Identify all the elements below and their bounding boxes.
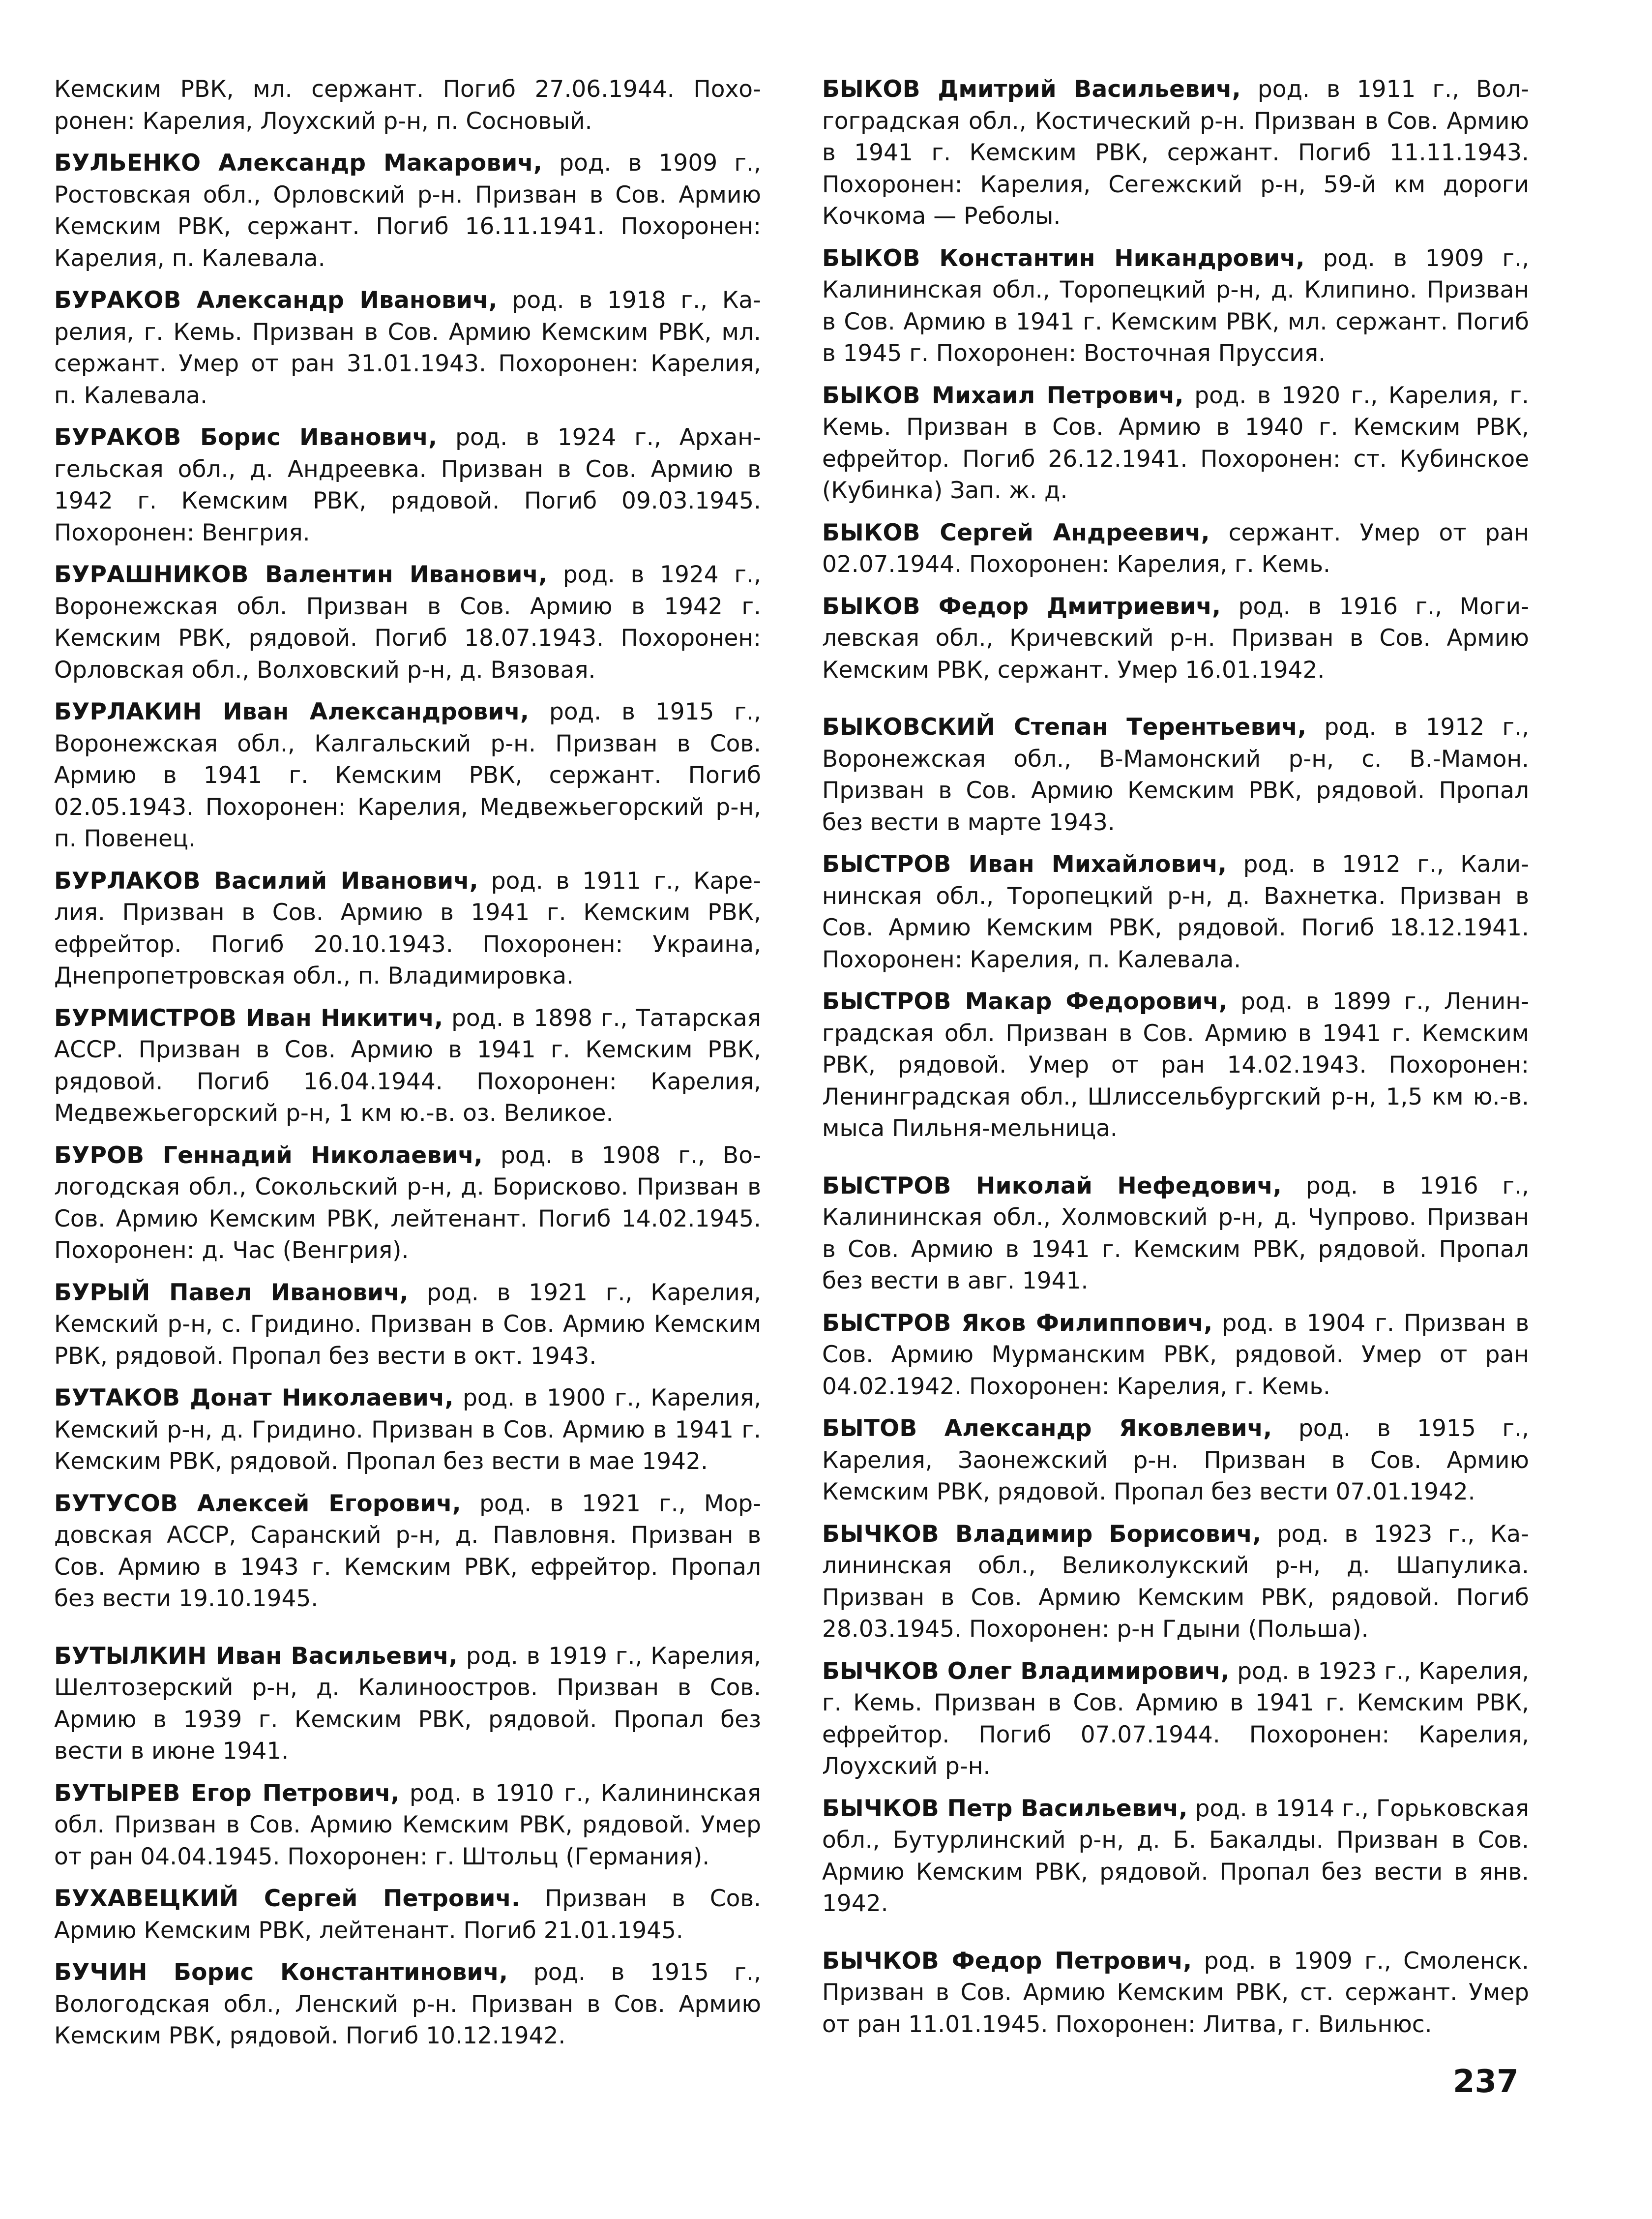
entry-text: род. в 1910 г., Калининская обл. Призван в Сов. Армию Кемским РВК, рядовой. Умер от ран 04.04.1945. Похоронен: г. Штольц (Германия). [54, 1779, 761, 1870]
entry [54, 1003, 761, 1130]
entry [822, 243, 1529, 370]
entry [54, 422, 761, 549]
page-number: 237 [1453, 2064, 1519, 2100]
entry [822, 380, 1529, 507]
entry-name: БУЛЬЕНКО Александр Макарович, [54, 150, 542, 177]
entry [822, 986, 1529, 1145]
entry-text: род. в 1912 г., Калининская обл., Торопецкий р-н, д. Вахнетка. Призван в Сов. Армию Кемским РВК, рядовой. Погиб 18.12.1941. Похоронен: Карелия, п. Калевала. [822, 851, 1529, 973]
entry [822, 1170, 1529, 1297]
entry-name: БЫСТРОВ Николай Нефедович, [822, 1172, 1282, 1199]
entry-name: БУХАВЕЦКИЙ Сергей Петрович. [54, 1885, 521, 1912]
entry [822, 1656, 1529, 1783]
entry-name: БУРЛАКОВ Василий Иванович, [54, 867, 478, 895]
entry-text: род. в 1911 г., Волгоградская обл., Костический р-н. Призван в Сов. Армию в 1941 г. Кемским РВК, сержант. Погиб 11.11.1943. Похоронен: Карелия, Сегежский р-н, 59-й км дороги Кочкома — Реболы. [822, 76, 1530, 230]
entry-text: род. в 1908 г., Вологодская обл., Сокольский р-н, д. Борисково. Призван в Сов. Армию Кемским РВК, лейтенант. Погиб 14.02.1945. Похоронен: д. Час (Венгрия). [54, 1141, 761, 1264]
entry [54, 1277, 761, 1373]
entry-text: род. в 1912 г., Воронежская обл., В-Мамонский р-н, с. В.-Мамон. Призван в Сов. Армию Кемским РВК, рядовой. Пропал без вести в марте 1943. [822, 714, 1530, 836]
entry-name: БУРЫЙ Павел Иванович, [54, 1279, 409, 1306]
entry-text: сержант. Умер от ран 02.07.1944. Похоронен: Карелия, г. Кемь. [822, 519, 1530, 578]
entry-name: БЫКОВСКИЙ Степан Терентьевич, [822, 714, 1307, 741]
entry-name: БУРОВ Геннадий Николаевич, [54, 1141, 483, 1169]
entry-continuation [54, 74, 761, 137]
entry-text: род. в 1914 г., Горьковская обл., Бутурлинский р-н, д. Б. Бакалды. Призван в Сов. Армию Кемским РВК, рядовой. Пропал без вести в янв. 1942. [822, 1795, 1529, 1917]
entry [54, 148, 761, 274]
entry-name: БЫЧКОВ Петр Васильевич, [822, 1795, 1188, 1822]
entry-text: род. в 1918 г., Карелия, г. Кемь. Призван в Сов. Армию Кемским РВК, мл. сержант. Умер от ран 31.01.1943. Похоронен: Карелия, п. Калевала. [54, 287, 762, 409]
entry-name: БУТЫЛКИН Иван Васильевич, [54, 1642, 458, 1670]
entry [822, 1946, 1529, 2041]
entry [822, 591, 1529, 687]
entry-name: БУТЫРЕВ Егор Петрович, [54, 1779, 400, 1807]
entry-name: БЫКОВ Федор Дмитриевич, [822, 593, 1221, 620]
entry [822, 1308, 1529, 1403]
entry [822, 517, 1529, 581]
entry-text: род. в 1919 г., Карелия, Шелтозерский р-н, д. Калиноостров. Призван в Сов. Армию в 1939 г. Кемским РВК, рядовой. Пропал без вести в июне 1941. [54, 1642, 761, 1765]
entry [54, 1140, 761, 1267]
entry-text: род. в 1916 г., Могилевская обл., Кричевский р-н. Призван в Сов. Армию Кемским РВК, сержант. Умер 16.01.1942. [822, 593, 1530, 684]
entry-text: род. в 1924 г., Архангельская обл., д. Андреевка. Призван в Сов. Армию в 1942 г. Кемским РВК, рядовой. Погиб 09.03.1945. Похоронен: Венгрия. [54, 424, 761, 546]
entry [54, 866, 761, 992]
entry-text: род. в 1909 г., Калининская обл., Торопецкий р-н, д. Клипино. Призван в Сов. Армию в 1941 г. Кемским РВК, мл. сержант. Погиб в 1945 г. Похоронен: Восточная Пруссия. [822, 244, 1530, 367]
entry-name: БЫКОВ Михаил Петрович, [822, 382, 1184, 409]
entry-text: Кемским РВК, мл. сержант. Погиб 27.06.1944. Похоронен: Карелия, Лоухский р-н, п. Сосновый. [54, 76, 761, 135]
entry-name: БУТУСОВ Алексей Егорович, [54, 1490, 461, 1517]
entry-text: род. в 1915 г., Воронежская обл., Калгальский р-н. Призван в Сов. Армию в 1941 г. Кемским РВК, сержант. Погиб 02.05.1943. Похоронен: Карелия, Медвежьегорский р-н, п. Повенец. [54, 698, 761, 852]
entry [822, 712, 1529, 839]
entry-name: БЫСТРОВ Яков Филиппович, [822, 1309, 1213, 1337]
entry-name: БУРАКОВ Борис Иванович, [54, 424, 438, 451]
entry-text: род. в 1898 г., Татарская АССР. Призван в Сов. Армию в 1941 г. Кемским РВК, рядовой. Погиб 16.04.1944. Похоронен: Карелия, Медвежьегорский р-н, 1 км ю.-в. оз. Великое. [54, 1004, 762, 1127]
entry-name: БУРЛАКИН Иван Александрович, [54, 698, 530, 725]
entry [822, 1793, 1529, 1920]
entry-name: БЫКОВ Константин Никандрович, [822, 244, 1305, 272]
entry-name: БУЧИН Борис Константинович, [54, 1959, 508, 1986]
entry-text: род. в 1923 г., Карелия, г. Кемь. Призван в Сов. Армию в 1941 г. Кемским РВК, ефрейтор. Погиб 07.07.1944. Похоронен: Карелия, Лоухский р-н. [822, 1657, 1530, 1780]
entry-text: род. в 1924 г., Воронежская обл. Призван в Сов. Армию в 1942 г. Кемским РВК, рядовой. Погиб 18.07.1943. Похоронен: Орловская обл., Волховский р-н, д. Вязовая. [54, 561, 761, 684]
entry-name: БУРМИСТРОВ Иван Никитич, [54, 1004, 443, 1032]
entry-name: БУТАКОВ Донат Николаевич, [54, 1384, 454, 1411]
right-column [822, 74, 1529, 2051]
entry-name: БЫТОВ Александр Яковлевич, [822, 1415, 1272, 1442]
entry-text: род. в 1899 г., Ленинградская обл. Призван в Сов. Армию в 1941 г. Кемским РВК, рядовой. Умер от ран 14.02.1943. Похоронен: Ленинградская обл., Шлиссельбургский р-н, 1,5 км ю.-в. мыса Пильня-мельница. [822, 988, 1529, 1142]
entry [54, 559, 761, 686]
entry-name: БУРАКОВ Александр Иванович, [54, 287, 498, 314]
entry-text: род. в 1916 г., Калининская обл., Холмовский р-н, д. Чупрово. Призван в Сов. Армию в 1941 г. Кемским РВК, рядовой. Пропал без вести в авг. 1941. [822, 1172, 1529, 1294]
entry-text: род. в 1904 г. Призван в Сов. Армию Мурманским РВК, рядовой. Умер от ран 04.02.1942. Похоронен: Карелия, г. Кемь. [822, 1309, 1529, 1400]
entry [822, 1413, 1529, 1508]
entry-text: род. в 1909 г., Ростовская обл., Орловский р-н. Призван в Сов. Армию Кемским РВК, сержант. Погиб 16.11.1941. Похоронен: Карелия, п. Калевала. [54, 150, 761, 272]
entry-name: БЫЧКОВ Федор Петрович, [822, 1947, 1192, 1975]
entry [822, 74, 1529, 233]
entry [54, 1957, 761, 2052]
entry-name: БУРАШНИКОВ Валентин Иванович, [54, 561, 548, 588]
entry [822, 849, 1529, 976]
entry-text: род. в 1921 г., Карелия, Кемский р-н, с. Гридино. Призван в Сов. Армию Кемским РВК, рядовой. Пропал без вести в окт. 1943. [54, 1279, 761, 1370]
entry [54, 1778, 761, 1873]
left-column [54, 74, 761, 2063]
entry [54, 1641, 761, 1768]
entry-name: БЫЧКОВ Олег Владимирович, [822, 1657, 1230, 1685]
entry-name: БЫЧКОВ Владимир Борисович, [822, 1520, 1262, 1548]
entry [54, 1382, 761, 1478]
entry-text: род. в 1909 г., Смоленск. Призван в Сов. Армию Кемским РВК, ст. сержант. Умер от ран 11.01.1945. Похоронен: Литва, г. Вильнюс. [822, 1947, 1529, 2038]
entry-text: род. в 1921 г., Мордовская АССР, Саранский р-н, д. Павловня. Призван в Сов. Армию в 1943 г. Кемским РВК, ефрейтор. Пропал без вести 19.10.1945. [54, 1490, 762, 1612]
entry-text: род. в 1923 г., Калининская обл., Великолукский р-н, д. Шапулика. Призван в Сов. Армию Кемским РВК, рядовой. Погиб 28.03.1945. Похоронен: р-н Гдыни (Польша). [822, 1520, 1530, 1643]
entry-name: БЫКОВ Дмитрий Васильевич, [822, 76, 1241, 103]
entry-name: БЫСТРОВ Макар Федорович, [822, 988, 1228, 1015]
entry-text: род. в 1911 г., Карелия. Призван в Сов. Армию в 1941 г. Кемским РВК, ефрейтор. Погиб 20.10.1943. Похоронен: Украина, Днепропетровская обл., п. Владимировка. [54, 867, 762, 990]
entry-name: БЫСТРОВ Иван Михайлович, [822, 851, 1227, 878]
entry-text: род. в 1915 г., Вологодская обл., Ленский р-н. Призван в Сов. Армию Кемским РВК, рядовой. Погиб 10.12.1942. [54, 1959, 761, 2049]
entry-text: Призван в Сов. Армию Кемским РВК, лейтенант. Погиб 21.01.1945. [54, 1885, 761, 1944]
entry [54, 1488, 761, 1615]
entry-name: БЫКОВ Сергей Андреевич, [822, 519, 1210, 546]
entry-text: род. в 1920 г., Карелия, г. Кемь. Призван в Сов. Армию в 1940 г. Кемским РВК, ефрейтор. Погиб 26.12.1941. Похоронен: ст. Кубинское (Кубинка) Зап. ж. д. [822, 382, 1529, 504]
entry-text: род. в 1915 г., Карелия, Заонежский р-н. Призван в Сов. Армию Кемским РВК, рядовой. Пропал без вести 07.01.1942. [822, 1415, 1529, 1505]
entry [822, 1519, 1529, 1646]
entry-text: род. в 1900 г., Карелия, Кемский р-н, д. Гридино. Призван в Сов. Армию в 1941 г. Кемским РВК, рядовой. Пропал без вести в мае 1942. [54, 1384, 762, 1475]
entry [54, 1883, 761, 1947]
entry [54, 696, 761, 855]
entry [54, 285, 761, 412]
